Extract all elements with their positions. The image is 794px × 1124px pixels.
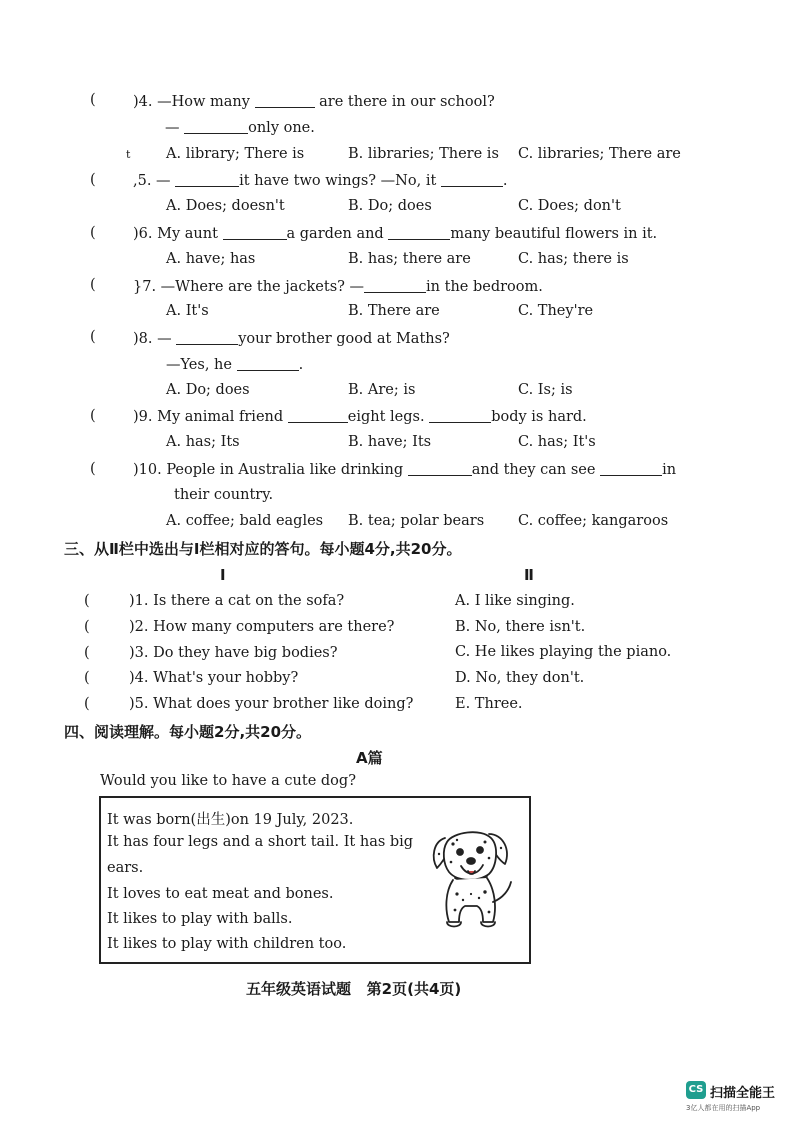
q7-option-c: C. They're bbox=[518, 303, 594, 319]
q4-line2: — only one. bbox=[165, 120, 315, 136]
match-question: )5. What does your brother like doing? bbox=[129, 696, 414, 712]
passage-line: It has four legs and a short tail. It has big bbox=[107, 834, 414, 850]
passage-box bbox=[99, 796, 531, 964]
q10-option-a: A. coffee; bald eagles bbox=[166, 513, 324, 529]
q10-line2: their country. bbox=[174, 487, 274, 503]
match-answer: E. Three. bbox=[455, 696, 523, 712]
match-paren: ( bbox=[84, 670, 90, 686]
dog-illustration bbox=[427, 824, 519, 936]
q7-stem: }7. —Where are the jackets? — in the bedroom. bbox=[133, 279, 543, 295]
q5-paren: ( bbox=[90, 172, 96, 188]
q8-paren: ( bbox=[90, 329, 96, 345]
match-paren: ( bbox=[84, 619, 90, 635]
q7-paren: ( bbox=[90, 277, 96, 293]
q5-blank-1[interactable] bbox=[175, 172, 239, 187]
q4-option-b: B. libraries; There is bbox=[348, 146, 499, 162]
passage-line: It loves to eat meat and bones. bbox=[107, 886, 334, 902]
match-paren: ( bbox=[84, 593, 90, 609]
match-answer: A. I like singing. bbox=[455, 593, 575, 609]
q6-option-c: C. has; there is bbox=[518, 251, 629, 267]
q9-stem: )9. My animal friend eight legs. body is hard. bbox=[133, 409, 587, 425]
q4-paren: ( bbox=[90, 92, 96, 108]
q9-paren: ( bbox=[90, 408, 96, 424]
q8-stem: )8. — your brother good at Maths? bbox=[133, 331, 450, 347]
watermark-tagline: 3亿人都在用的扫描App bbox=[686, 1104, 761, 1112]
q9-option-c: C. has; It's bbox=[518, 434, 596, 450]
q9-option-b: B. have; Its bbox=[348, 434, 432, 450]
match-answer: C. He likes playing the piano. bbox=[455, 644, 672, 660]
q4-option-c: C. libraries; There are bbox=[518, 146, 681, 162]
q8-option-b: B. Are; is bbox=[348, 382, 416, 398]
match-paren: ( bbox=[84, 645, 90, 661]
passage-line: It likes to play with balls. bbox=[107, 911, 293, 927]
section3-col2-header: Ⅱ bbox=[524, 566, 534, 584]
q4-num: )4. —How many bbox=[133, 94, 250, 110]
q4-scan-mark: t bbox=[126, 148, 131, 161]
q5-option-c: C. Does; don't bbox=[518, 198, 621, 214]
match-paren: ( bbox=[84, 696, 90, 712]
match-question: )1. Is there a cat on the sofa? bbox=[129, 593, 345, 609]
q6-paren: ( bbox=[90, 225, 96, 241]
passage-label: A篇 bbox=[356, 749, 383, 767]
q6-blank-1[interactable] bbox=[223, 225, 287, 240]
q6-option-b: B. has; there are bbox=[348, 251, 471, 267]
watermark-brand: 扫描全能王 bbox=[710, 1086, 776, 1101]
camscanner-logo: CS bbox=[686, 1081, 706, 1099]
q8-line2: —Yes, he . bbox=[166, 357, 304, 373]
q8-option-c: C. Is; is bbox=[518, 382, 573, 398]
q4-mid: are there in our school? bbox=[319, 94, 495, 110]
q10-stem: )10. People in Australia like drinking and they can see in bbox=[133, 462, 677, 478]
q9-blank-1[interactable] bbox=[288, 408, 348, 423]
match-answer: B. No, there isn't. bbox=[455, 619, 586, 635]
q8-option-a: A. Do; does bbox=[166, 382, 250, 398]
match-answer: D. No, they don't. bbox=[455, 670, 585, 686]
passage-line: It was born(出生)on 19 July, 2023. bbox=[107, 812, 354, 828]
q4-blank-2[interactable] bbox=[184, 119, 248, 134]
q7-option-b: B. There are bbox=[348, 303, 440, 319]
q10-option-c: C. coffee; kangaroos bbox=[518, 513, 669, 529]
q9-option-a: A. has; Its bbox=[166, 434, 240, 450]
page-footer: 五年级英语试题 第2页(共4页) bbox=[246, 980, 462, 998]
q6-stem: )6. My aunt a garden and many beautiful flowers in it. bbox=[133, 226, 658, 242]
q6-blank-2[interactable] bbox=[388, 225, 450, 240]
match-question: )3. Do they have big bodies? bbox=[129, 645, 338, 661]
match-question: )4. What's your hobby? bbox=[129, 670, 299, 686]
section3-title: 三、从Ⅱ栏中选出与Ⅰ栏相对应的答句。每小题4分,共20分。 bbox=[64, 540, 462, 558]
passage-line: ears. bbox=[107, 860, 144, 876]
passage-line: It likes to play with children too. bbox=[107, 936, 347, 952]
q5-option-b: B. Do; does bbox=[348, 198, 432, 214]
q7-blank[interactable] bbox=[364, 278, 426, 293]
q4-option-a: A. library; There is bbox=[166, 146, 305, 162]
q8-blank-1[interactable] bbox=[176, 330, 238, 345]
q9-blank-2[interactable] bbox=[429, 408, 491, 423]
q8-blank-2[interactable] bbox=[237, 356, 299, 371]
match-question: )2. How many computers are there? bbox=[129, 619, 395, 635]
q10-paren: ( bbox=[90, 461, 96, 477]
q5-blank-2[interactable] bbox=[441, 172, 503, 187]
section3-col1-header: I bbox=[220, 566, 226, 584]
section4-title: 四、阅读理解。每小题2分,共20分。 bbox=[64, 723, 312, 741]
q5-option-a: A. Does; doesn't bbox=[166, 198, 285, 214]
q10-blank-2[interactable] bbox=[600, 461, 662, 476]
q6-option-a: A. have; has bbox=[166, 251, 256, 267]
q10-blank-1[interactable] bbox=[408, 461, 472, 476]
passage-question: Would you like to have a cute dog? bbox=[100, 773, 356, 789]
q5-stem: ,5. — it have two wings? —No, it . bbox=[133, 173, 508, 189]
q7-option-a: A. It's bbox=[166, 303, 209, 319]
q4-stem bbox=[133, 93, 495, 110]
q10-option-b: B. tea; polar bears bbox=[348, 513, 485, 529]
q4-blank-1[interactable] bbox=[255, 93, 315, 108]
